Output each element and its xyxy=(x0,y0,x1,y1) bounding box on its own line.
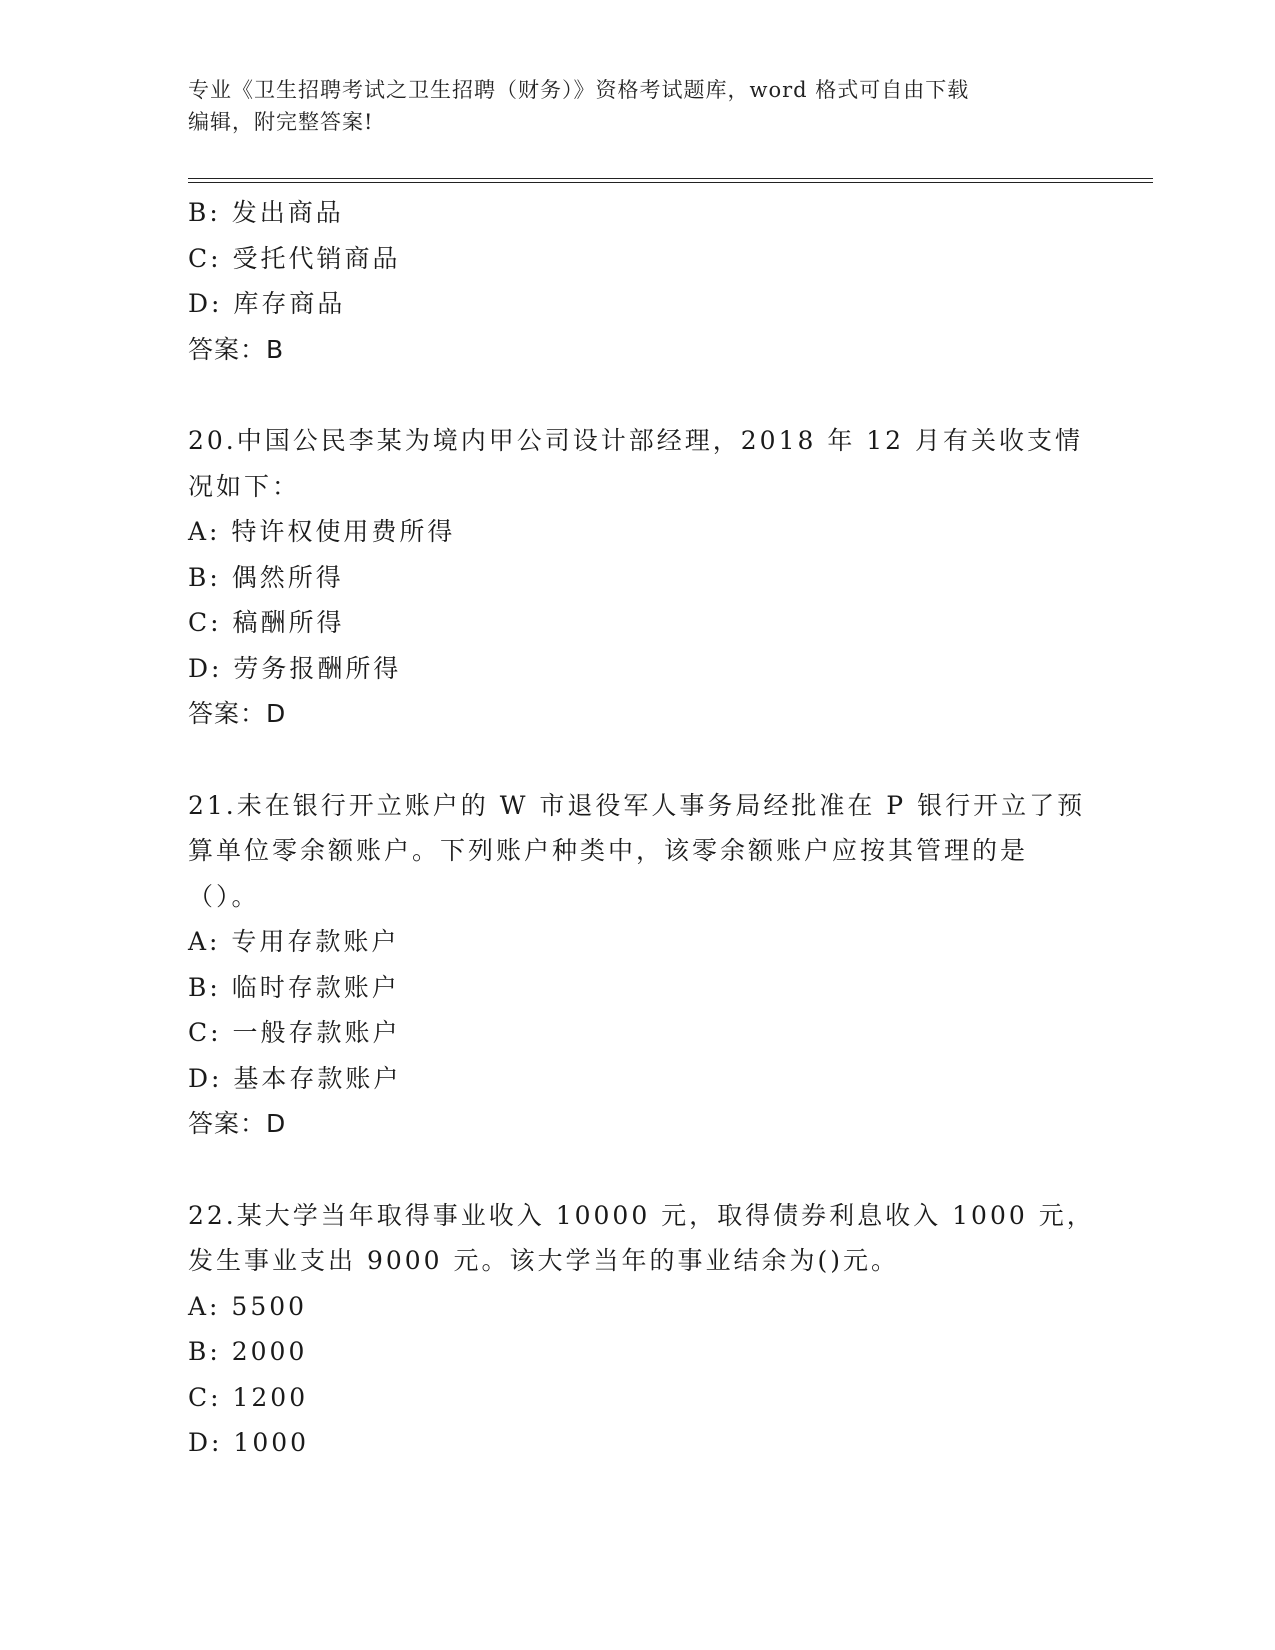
answer-label: 答案：B xyxy=(188,334,285,364)
question-22 xyxy=(188,1193,1095,1466)
answer-label: 答案：D xyxy=(188,699,287,728)
question-stem-line: 况如下： xyxy=(188,471,301,501)
option-a: A: 专用存款账户 xyxy=(188,927,400,956)
question-19-continued xyxy=(188,190,1088,372)
question-20 xyxy=(188,418,1088,737)
question-21 xyxy=(188,783,1088,1147)
answer-label: 答案：D xyxy=(188,1109,287,1138)
option-b: B: 2000 xyxy=(188,1337,308,1366)
option-b: B: 临时存款账户 xyxy=(188,972,400,1002)
question-stem-line: 21.未在银行开立账户的 W 市退役军人事务局经批准在 P 银行开立了预 xyxy=(188,790,1086,820)
header-line-1: 专业《卫生招聘考试之卫生招聘（财务）》资格考试题库，word 格式可自由下载 xyxy=(188,78,970,102)
option-c: C: 稿酬所得 xyxy=(188,608,345,637)
option-d: D: 1000 xyxy=(188,1428,310,1457)
option-b: B: 发出商品 xyxy=(188,198,344,227)
option-c: C: 受托代销商品 xyxy=(188,243,401,273)
question-stem-line: 算单位零余额账户。下列账户种类中，该零余额账户应按其管理的是 xyxy=(188,836,1029,865)
option-d: D: 基本存款账户 xyxy=(188,1063,402,1093)
question-stem-line: 20.中国公民李某为境内甲公司设计部经理，2018 年 12 月有关收支情 xyxy=(188,426,1084,455)
option-a: A: 5500 xyxy=(188,1291,308,1321)
question-list xyxy=(188,190,1095,1466)
question-stem-line: 发生事业支出 9000 元。该大学当年的事业结余为()元。 xyxy=(188,1246,900,1275)
option-c: C: 1200 xyxy=(188,1382,309,1412)
option-c: C: 一般存款账户 xyxy=(188,1018,401,1047)
option-d: D: 库存商品 xyxy=(188,289,346,318)
option-a: A: 特许权使用费所得 xyxy=(188,517,456,546)
question-stem-line: 22.某大学当年取得事业收入 10000 元，取得债券利息收入 1000 元， xyxy=(188,1200,1095,1230)
header-divider xyxy=(188,178,1153,183)
header-line-2: 编辑，附完整答案! xyxy=(188,110,374,134)
question-stem-line: （）。 xyxy=(188,881,260,911)
option-d: D: 劳务报酬所得 xyxy=(188,653,402,683)
option-b: B: 偶然所得 xyxy=(188,562,344,592)
document-header xyxy=(188,74,1068,138)
